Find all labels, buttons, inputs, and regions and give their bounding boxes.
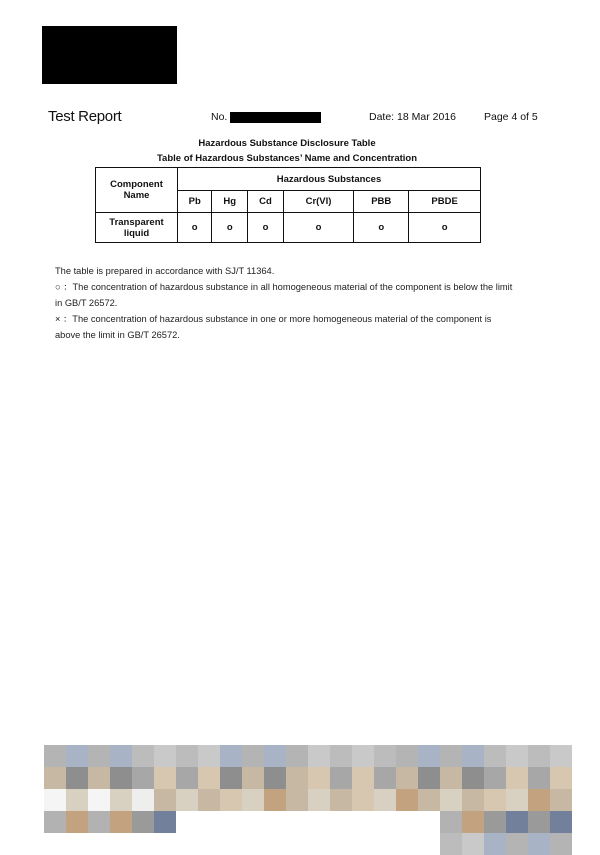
note-below-limit: ○ ：The concentration of hazardous substance in all homogeneous material of the component is below the limit in GB/T 26572. bbox=[55, 282, 513, 308]
redacted-report-number bbox=[230, 112, 321, 123]
column-header: PBDE bbox=[409, 191, 481, 213]
mosaic-tile bbox=[440, 745, 462, 767]
mosaic-tile bbox=[286, 789, 308, 811]
table-notes bbox=[55, 263, 515, 343]
hazardous-substances-header: Hazardous Substances bbox=[178, 168, 481, 191]
mosaic-tile bbox=[484, 833, 506, 855]
mosaic-tile bbox=[440, 767, 462, 789]
mosaic-tile bbox=[506, 811, 528, 833]
mosaic-tile bbox=[506, 745, 528, 767]
mosaic-tile bbox=[484, 789, 506, 811]
value-cell: o bbox=[212, 213, 248, 243]
mosaic-tile bbox=[484, 767, 506, 789]
mosaic-tile bbox=[374, 789, 396, 811]
pixelated-footer-image bbox=[0, 745, 600, 854]
mosaic-tile bbox=[176, 789, 198, 811]
table-subtitle: Table of Hazardous Substances’ Name and Concentration bbox=[156, 153, 418, 164]
mosaic-tile bbox=[462, 833, 484, 855]
mosaic-tile bbox=[396, 767, 418, 789]
note-above-limit: × ：The concentration of hazardous substance in one or more homogeneous material of the component is above the limit in GB/T 26572. bbox=[55, 314, 492, 340]
note-standard: The table is prepared in accordance with SJ/T 11364. bbox=[55, 266, 275, 276]
mosaic-tile bbox=[440, 811, 462, 833]
value-cell: o bbox=[409, 213, 481, 243]
mosaic-tile bbox=[66, 745, 88, 767]
mosaic-tile bbox=[352, 745, 374, 767]
component-name-header: Component Name bbox=[96, 168, 178, 213]
mosaic-tile bbox=[264, 789, 286, 811]
mosaic-tile bbox=[264, 745, 286, 767]
mosaic-tile bbox=[88, 767, 110, 789]
mosaic-tile bbox=[242, 789, 264, 811]
mosaic-tile bbox=[132, 811, 154, 833]
mosaic-tile bbox=[132, 745, 154, 767]
mosaic-tile bbox=[110, 745, 132, 767]
column-header: Hg bbox=[212, 191, 248, 213]
mosaic-tile bbox=[242, 745, 264, 767]
mosaic-tile bbox=[462, 789, 484, 811]
mosaic-tile bbox=[506, 767, 528, 789]
mosaic-tile bbox=[374, 745, 396, 767]
mosaic-tile bbox=[550, 767, 572, 789]
mosaic-tile bbox=[176, 767, 198, 789]
value-cell: o bbox=[248, 213, 284, 243]
mosaic-tile bbox=[396, 789, 418, 811]
mosaic-tile bbox=[550, 789, 572, 811]
report-date: Date: 18 Mar 2016 bbox=[369, 111, 456, 123]
mosaic-tile bbox=[66, 789, 88, 811]
mosaic-tile bbox=[418, 767, 440, 789]
mosaic-tile bbox=[440, 789, 462, 811]
mosaic-tile bbox=[550, 811, 572, 833]
mosaic-tile bbox=[44, 811, 66, 833]
mosaic-tile bbox=[352, 789, 374, 811]
mosaic-tile bbox=[154, 789, 176, 811]
column-header: Pb bbox=[178, 191, 212, 213]
mosaic-tile bbox=[44, 767, 66, 789]
mosaic-tile bbox=[198, 745, 220, 767]
mosaic-tile bbox=[550, 833, 572, 855]
value-cell: o bbox=[283, 213, 353, 243]
mosaic-tile bbox=[44, 745, 66, 767]
component-cell: Transparent liquid bbox=[96, 213, 178, 243]
mosaic-tile bbox=[286, 767, 308, 789]
mosaic-tile bbox=[330, 789, 352, 811]
mosaic-tile bbox=[418, 745, 440, 767]
column-header: PBB bbox=[354, 191, 409, 213]
mosaic-tile bbox=[484, 745, 506, 767]
mosaic-tile bbox=[528, 811, 550, 833]
mosaic-tile bbox=[88, 789, 110, 811]
mosaic-tile bbox=[220, 745, 242, 767]
mosaic-tile bbox=[528, 833, 550, 855]
mosaic-tile bbox=[154, 745, 176, 767]
mosaic-tile bbox=[506, 789, 528, 811]
report-title: Test Report bbox=[48, 108, 122, 125]
mosaic-tile bbox=[418, 789, 440, 811]
mosaic-tile bbox=[462, 811, 484, 833]
hazardous-substance-table bbox=[95, 167, 481, 243]
mosaic-tile bbox=[440, 833, 462, 855]
mosaic-tile bbox=[242, 767, 264, 789]
mosaic-tile bbox=[528, 745, 550, 767]
mosaic-tile bbox=[88, 811, 110, 833]
mosaic-tile bbox=[110, 811, 132, 833]
redacted-logo bbox=[42, 26, 177, 84]
table-header-row bbox=[96, 168, 481, 191]
mosaic-tile bbox=[506, 833, 528, 855]
mosaic-tile bbox=[396, 745, 418, 767]
value-cell: o bbox=[178, 213, 212, 243]
mosaic-tile bbox=[550, 745, 572, 767]
mosaic-tile bbox=[264, 767, 286, 789]
mosaic-tile bbox=[330, 745, 352, 767]
mosaic-tile bbox=[308, 767, 330, 789]
mosaic-tile bbox=[330, 767, 352, 789]
mosaic-tile bbox=[44, 789, 66, 811]
column-header: Cr(VI) bbox=[283, 191, 353, 213]
mosaic-tile bbox=[110, 789, 132, 811]
mosaic-tile bbox=[198, 789, 220, 811]
mosaic-tile bbox=[374, 767, 396, 789]
report-header bbox=[0, 108, 600, 128]
mosaic-tile bbox=[132, 789, 154, 811]
mosaic-tile bbox=[308, 789, 330, 811]
mosaic-tile bbox=[132, 767, 154, 789]
page-number: Page 4 of 5 bbox=[484, 111, 538, 123]
mosaic-tile bbox=[198, 767, 220, 789]
mosaic-tile bbox=[352, 767, 374, 789]
mosaic-tile bbox=[66, 767, 88, 789]
report-number-label: No. bbox=[211, 111, 228, 123]
mosaic-tile bbox=[462, 767, 484, 789]
mosaic-tile bbox=[462, 745, 484, 767]
column-header: Cd bbox=[248, 191, 284, 213]
table-title: Hazardous Substance Disclosure Table bbox=[198, 138, 376, 149]
mosaic-tile bbox=[66, 811, 88, 833]
table-row bbox=[96, 213, 481, 243]
mosaic-tile bbox=[220, 767, 242, 789]
mosaic-tile bbox=[176, 745, 198, 767]
mosaic-tile bbox=[220, 789, 242, 811]
mosaic-tile bbox=[154, 811, 176, 833]
mosaic-tile bbox=[528, 767, 550, 789]
value-cell: o bbox=[354, 213, 409, 243]
mosaic-tile bbox=[528, 789, 550, 811]
mosaic-tile bbox=[110, 767, 132, 789]
mosaic-tile bbox=[286, 745, 308, 767]
mosaic-tile bbox=[154, 767, 176, 789]
mosaic-tile bbox=[484, 811, 506, 833]
mosaic-tile bbox=[88, 745, 110, 767]
mosaic-tile bbox=[308, 745, 330, 767]
